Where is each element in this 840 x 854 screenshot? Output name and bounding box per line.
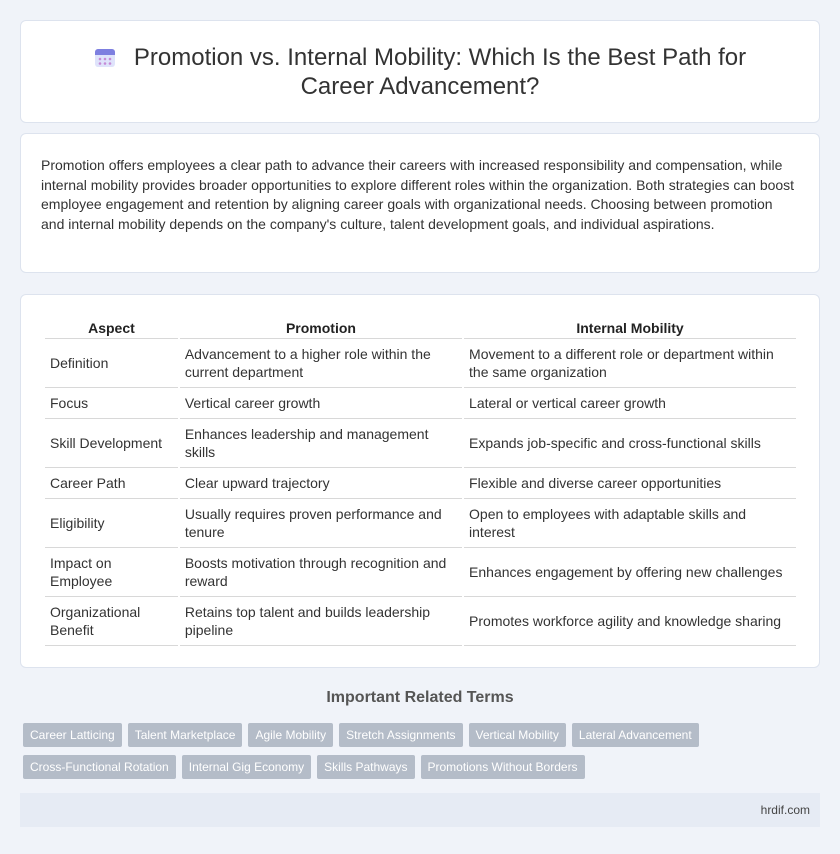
tag-vertical-mobility[interactable]: Vertical Mobility (469, 723, 566, 747)
calendar-icon (94, 46, 116, 68)
cell-promotion: Retains top talent and builds leadership pipeline (180, 597, 462, 646)
table-row (45, 499, 796, 548)
cell-aspect: Organizational Benefit (45, 597, 178, 646)
tag-stretch-assignments[interactable]: Stretch Assignments (339, 723, 462, 747)
intro-card (20, 133, 820, 273)
comparison-card (20, 294, 820, 668)
cell-aspect: Eligibility (45, 499, 178, 548)
table-header-row (45, 313, 796, 339)
table-row (45, 548, 796, 597)
header-promotion: Promotion (180, 313, 462, 339)
cell-internal-mobility: Lateral or vertical career growth (464, 388, 796, 419)
comparison-table (43, 313, 798, 646)
cell-internal-mobility: Enhances engagement by offering new challenges (464, 548, 796, 597)
cell-internal-mobility: Promotes workforce agility and knowledge sharing (464, 597, 796, 646)
table-row (45, 597, 796, 646)
related-terms-list (23, 723, 820, 779)
tag-lateral-advancement[interactable]: Lateral Advancement (572, 723, 699, 747)
cell-promotion: Vertical career growth (180, 388, 462, 419)
related-terms-title: Important Related Terms (326, 689, 514, 706)
page-title (61, 43, 779, 101)
cell-promotion: Enhances leadership and management skills (180, 419, 462, 468)
intro-paragraph: Promotion offers employees a clear path to advance their careers with increased responsibility and compensation, while internal mobility provides broader opportunities to explore different roles within the organization. Both strategies can boost employee engagement and retention by aligning career goals with organizational needs. Choosing between promotion and internal mobility depends on the company's culture, talent development goals, and individual aspirations. (41, 157, 795, 232)
cell-promotion: Usually requires proven performance and tenure (180, 499, 462, 548)
cell-aspect: Skill Development (45, 419, 178, 468)
footer-site[interactable]: hrdif.com (760, 803, 810, 817)
tag-agile-mobility[interactable]: Agile Mobility (248, 723, 333, 747)
tag-internal-gig-economy[interactable]: Internal Gig Economy (182, 755, 311, 779)
table-row (45, 339, 796, 388)
tag-promotions-without-borders[interactable]: Promotions Without Borders (421, 755, 585, 779)
title-card (20, 20, 820, 123)
table-row (45, 388, 796, 419)
cell-promotion: Advancement to a higher role within the current department (180, 339, 462, 388)
page-title-text: Promotion vs. Internal Mobility: Which Is the Best Path for Career Advancement? (133, 43, 747, 100)
footer (20, 793, 820, 827)
cell-internal-mobility: Expands job-specific and cross-functional skills (464, 419, 796, 468)
tag-cross-functional-rotation[interactable]: Cross-Functional Rotation (23, 755, 176, 779)
cell-promotion: Boosts motivation through recognition and reward (180, 548, 462, 597)
tag-talent-marketplace[interactable]: Talent Marketplace (128, 723, 243, 747)
header-aspect: Aspect (45, 313, 178, 339)
cell-internal-mobility: Open to employees with adaptable skills and interest (464, 499, 796, 548)
cell-promotion: Clear upward trajectory (180, 468, 462, 499)
table-row (45, 468, 796, 499)
cell-internal-mobility: Flexible and diverse career opportunities (464, 468, 796, 499)
cell-aspect: Career Path (45, 468, 178, 499)
cell-aspect: Focus (45, 388, 178, 419)
tag-career-latticing[interactable]: Career Latticing (23, 723, 122, 747)
header-internal-mobility: Internal Mobility (464, 313, 796, 339)
cell-aspect: Definition (45, 339, 178, 388)
title-wrap (61, 43, 779, 101)
table-row (45, 419, 796, 468)
cell-aspect: Impact on Employee (45, 548, 178, 597)
cell-internal-mobility: Movement to a different role or department within the same organization (464, 339, 796, 388)
tag-skills-pathways[interactable]: Skills Pathways (317, 755, 414, 779)
